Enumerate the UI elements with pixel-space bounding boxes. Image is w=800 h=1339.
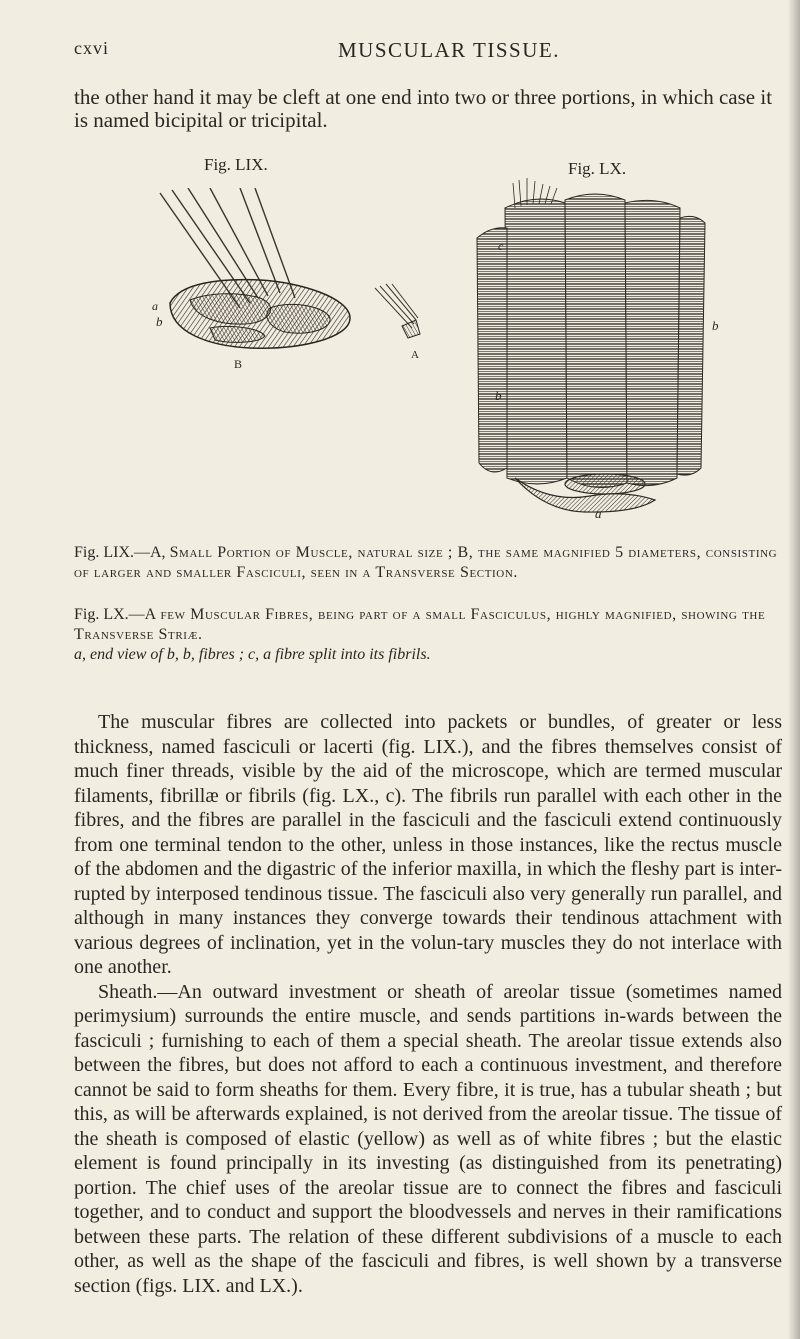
paragraph-sheath: Sheath.—An outward investment or sheath of areolar tissue (sometimes named perimysium) surrounds the entire muscle, and sends partitions in-wards between the fasciculi ; furnishing to each of them a special sheath. The areolar tissue extends also between the fibres, but does not afford to each a continuous investment, and therefore cannot be said to form sheaths for them. Every fibre, it is true, has a tubular sheath ; but this, as will be afterwards explained, is not derived from the areolar tissue. The tissue of the sheath is composed of elastic (yellow) as well as of white fibres ; but the elastic element is found principally in its investing (as distinguished from its penetrating) portion. The chief uses of the areolar tissue are to connect the fibres and fasciculi together, and to conduct and support the bloodvessels and nerves in their ramifications between these parts. The relation of these different subdivisions of a muscle to each other, as well as the shape of the fasciculi and fibres, is well shown by a transverse section (figs. LIX. and LX.). — [74, 980, 782, 1297]
fig60-label: Fig. LX. — [568, 159, 627, 178]
fig60-caption-prefix: Fig. LX.— — [74, 606, 145, 623]
fig60-illustration — [455, 178, 755, 518]
page-header — [74, 38, 760, 64]
fig60-letter-b-right: b — [712, 318, 719, 333]
fig59-illustration — [150, 188, 470, 368]
fig59-caption-text: Small Portion of Muscle, natural size ; B, the same magnified 5 diameters, consisting of larger and smaller Fasciculi, seen in a Transverse Section. — [74, 544, 778, 581]
fig59-caption — [74, 543, 782, 583]
fig60-caption — [74, 605, 782, 665]
fig59-letter-A: A — [411, 349, 419, 361]
fig60-caption-legend: a, end view of b, b, fibres ; c, a fibre split into its fibrils. — [74, 646, 431, 663]
running-head: MUSCULAR TISSUE. — [338, 38, 560, 62]
fig60-caption-text: A few Muscular Fibres, being part of a small Fasciculus, highly magnified, showing the Transverse Striæ. — [74, 606, 766, 643]
fig59-letter-a: a — [152, 299, 158, 313]
fig60-letter-b-left: b — [495, 388, 502, 403]
fig59-letter-b: b — [156, 314, 163, 329]
body-text — [74, 710, 782, 1298]
paragraph-fasciculi: The muscular fibres are collected into packets or bundles, of greater or less thickness, named fasciculi or lacerti (fig. LIX.), and the fibres themselves consist of much finer threads, visible by the aid of the microscope, which are termed muscular filaments, fibrillæ or fibrils (fig. LX., c). The fibrils run parallel with each other in the fibres, and the fibres are parallel in the fasciculi and the fasciculi extend continuously from one terminal tendon to the other, unless in those instances, like the rectus muscle of the abdomen and the digastric of the inferior maxilla, in which the fleshy part is inter-rupted by interposed tendinous tissue. The fasciculi also very generally run parallel, and although in many instances they converge towards their tendinous attachment with various degrees of inclination, yet in the volun-tary muscles they do not interlace with one another. — [74, 711, 782, 978]
fig59-caption-prefix: Fig. LIX.—A, — [74, 544, 170, 561]
intro-text: the other hand it may be cleft at one end into two or three portions, in which case it is named bicipital or tricipital. — [74, 85, 773, 132]
fig60-letter-c: c — [498, 239, 504, 253]
fig59-b-section — [170, 280, 350, 349]
fig60-fibres — [477, 194, 705, 487]
fig59-a-small-portion — [375, 284, 420, 338]
fig59-letter-B: B — [234, 357, 243, 368]
page-edge-shadow — [788, 0, 800, 1339]
page-number: cxvi — [74, 38, 109, 58]
fig60-letter-a: a — [595, 506, 602, 518]
fig59-label: Fig. LIX. — [204, 155, 268, 174]
